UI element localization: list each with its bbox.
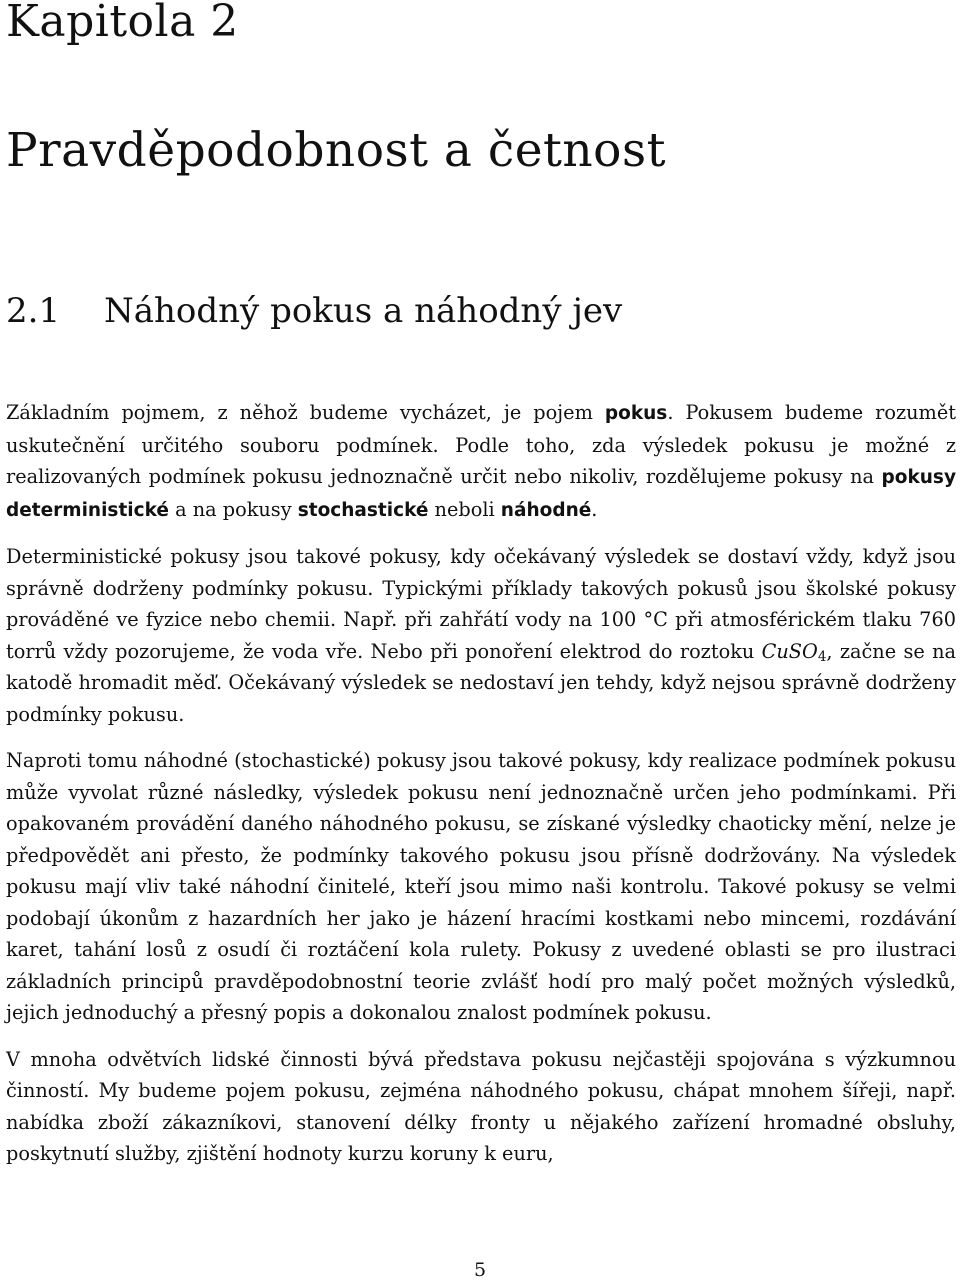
paragraph-text: a na pokusy	[168, 497, 298, 521]
paragraph-text: , začne se na katodě hromadit měď. Očekávaný výsledek se nedostaví jen tehdy, když nejsou správně dodrženy podmínky pokusu.	[6, 639, 957, 726]
paragraph-text: .	[591, 497, 598, 521]
paragraph-text: neboli	[428, 497, 501, 521]
section-heading	[6, 292, 622, 330]
chapter-label: Kapitola 2	[6, 0, 239, 47]
body-text	[6, 397, 956, 1185]
formula-main: CuSO	[761, 639, 818, 663]
bold-term: pokus	[604, 403, 668, 424]
section-title: Náhodný pokus a náhodný jev	[104, 291, 623, 331]
formula-subscript: 4	[817, 648, 827, 665]
paragraph-3: Naproti tomu náhodné (stochastické) pokusy jsou takové pokusy, kdy realizace podmínek pokusu může vyvolat různé následky, výsledek pokusu není jednoznačně určen jeho podmínkami. Při opakovaném provádění daného náhodného pokusu, se získané výsledky chaoticky mění, nelze je předpovědět ani přesto, že podmínky takového pokusu jsou přísně dodržovány. Na výsledek pokusu mají vliv také náhodní činitelé, kteří jsou mimo naši kontrolu. Takové pokusy se velmi podobají úkonům z hazardních her jako je házení hracími kostkami nebo mincemi, rozdávání karet, tahání losů z osudí či roztáčení kola rulety. Pokusy z uvedené oblasti se pro ilustraci základních principů pravděpodobnostní teorie zvlášť hodí pro malý počet možných výsledků, jejich jednoduchý a přesný popis a dokonalou znalost podmínek pokusu.	[6, 749, 956, 1024]
paragraph-4: V mnoha odvětvích lidské činnosti bývá představa pokusu nejčastěji spojována s výzkumnou činností. My budeme pojem pokusu, zejména náhodného pokusu, chápat mnohem šířeji, např. nabídka zboží zákazníkovi, stanovení délky fronty u nějakého zařízení hromadné obsluhy, poskytnutí služby, zjištění hodnoty kurzu koruny k euru,	[6, 1047, 956, 1165]
paragraph-text: Deterministické pokusy jsou takové pokusy, kdy očekávaný výsledek se dostaví vždy, když jsou správně dodrženy podmínky pokusu. Typickými příklady takových pokusů jsou školské pokusy prováděné ve fyzice nebo chemii. Např. při zahřátí vody na 100 °C při atmosférickém tlaku 760 torrů vždy pozorujeme, že voda vře. Nebo při ponoření elektrod do roztoku	[6, 545, 956, 663]
chemical-formula	[762, 640, 827, 663]
paragraph-text: . Pokusem budeme rozumět uskutečnění určitého souboru podmínek. Podle toho, zda výsledek pokusu je možné z realizovaných podmínek pokusu jednoznačně určit nebo nikoliv, rozdělujeme pokusy na	[6, 401, 956, 488]
section-number: 2.1	[6, 291, 61, 331]
paragraph-2	[6, 541, 956, 730]
bold-term: stochastické	[297, 499, 429, 521]
paragraph-1	[6, 397, 956, 526]
page-number: 5	[473, 1259, 487, 1281]
bold-term: náhodné	[500, 499, 592, 521]
bold-term: pokusy deterministické	[6, 467, 956, 521]
chapter-title: Pravděpodobnost a četnost	[6, 123, 666, 178]
paragraph-text: Základním pojmem, z něhož budeme vycházet, je pojem	[6, 401, 605, 424]
